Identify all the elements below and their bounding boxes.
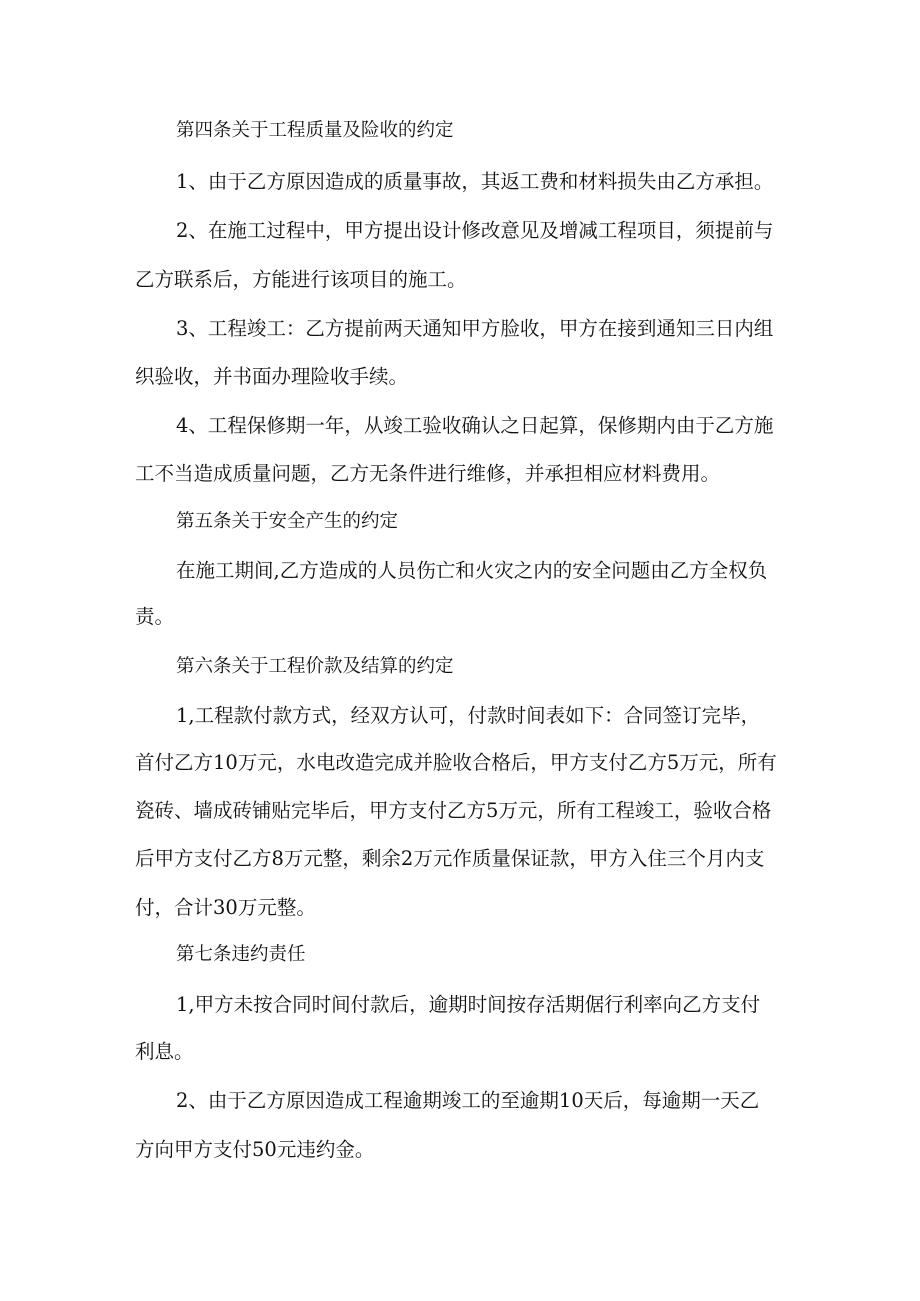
article-4-item-4-line-2: 工不当造成质量问题，乙方无条件进行维修，并承担相应材料费用。: [135, 462, 721, 485]
article-4-item-3-line-2: 织验收，并书面办理险收手续。: [135, 365, 409, 388]
article-4-item-2-line-2: 乙方联系后，方能进行该项目的施工。: [135, 268, 467, 291]
article-5-text-line-1: 在施工期间,乙方造成的人员伤亡和火灾之内的安全问题由乙方全权负: [176, 559, 768, 582]
article-7-item-2-line-2: 方向甲方支付50元违约金。: [135, 1138, 375, 1161]
article-6-item-1-line-5: 付，合计30万元整。: [135, 896, 316, 919]
article-4-item-3-line-1: 3、工程竣工：乙方提前两天通知甲方脸收，甲方在接到通知三日内组: [176, 317, 774, 340]
article-5-title: 第五条关于安全产生的约定: [176, 511, 399, 532]
article-5-text-line-2: 责。: [135, 605, 175, 628]
article-7-item-1-line-1: 1,甲方未按合同时间付款后，逾期时间按存活期倨行利率向乙方支付: [176, 993, 761, 1016]
article-7-item-2-line-1: 2、由于乙方原因造成工程逾期竣工的至逾期10天后，每逾期一天乙: [176, 1089, 760, 1112]
article-6-item-1-line-3: 瓷砖、墙成砖铺贴完毕后，甲方支付乙方5万元，所有工程竣工，验收合格: [135, 799, 772, 822]
article-7-title: 第七条违约责任: [176, 944, 306, 965]
article-6-item-1-line-1: 1,工程款付款方式，经双方认可，付款时间表如下：合同签订完毕，: [176, 704, 761, 727]
article-6-item-1-line-2: 首付乙方10万元，水电改造完成并脸收合格后，甲方支付乙方5万元，所有: [135, 751, 777, 774]
article-4-item-4-line-1: 4、工程保修期一年，从竣工验收确认之日起算，保修期内由于乙方施: [176, 414, 774, 437]
article-6-item-1-line-4: 后甲方支付乙方8万元整，剩余2万元作质量保证款，甲方入住三个月内支: [135, 847, 765, 870]
article-4-item-2-line-1: 2、在施工过程中，甲方提出设计修改意见及增减工程项目，须提前与: [176, 219, 774, 242]
article-7-item-1-line-2: 利息。: [135, 1040, 194, 1063]
article-4-title: 第四条关于工程质量及险收的约定: [176, 120, 454, 141]
article-4-item-1: 1、由于乙方原因造成的质量事故，其返工费和材料损失由乙方承担。: [176, 170, 774, 193]
article-6-title: 第六条关于工程价款及结算的约定: [176, 656, 454, 677]
